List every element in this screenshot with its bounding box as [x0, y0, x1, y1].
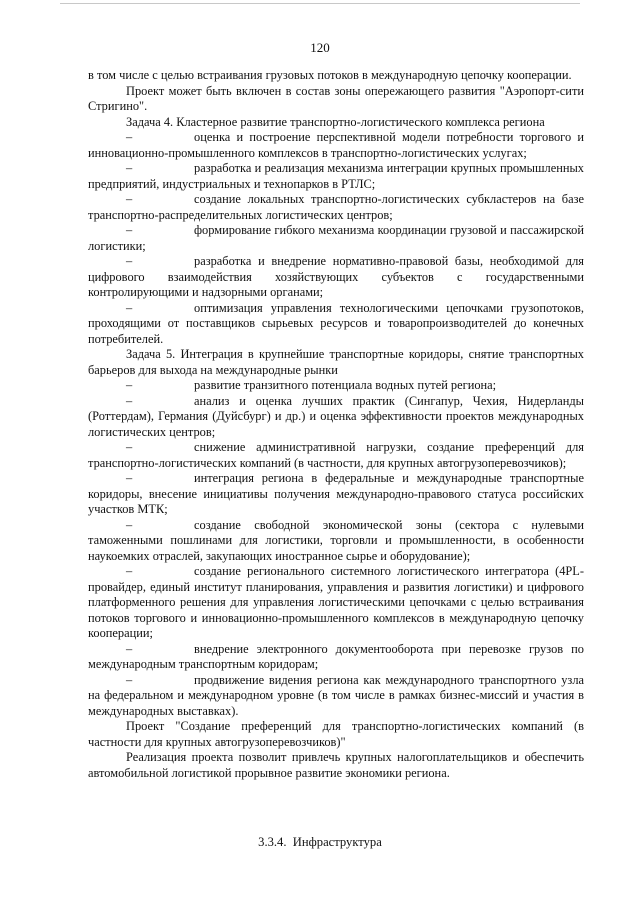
list-dash: – [126, 254, 133, 268]
list-item-text: интеграция региона в федеральные и международные транспортные коридоры, внесение инициативы получения международно-правового статуса российских участков МТК; [88, 471, 584, 516]
paragraph: Задача 5. Интеграция в крупнейшие транспортные коридоры, снятие транспортных барьеров для выхода на международные рынки [88, 347, 584, 377]
list-item-text: оценка и построение перспективной модели потребности торгового и инновационно-промышленного комплексов в транспортно-логистических услугах; [88, 130, 584, 160]
list-dash: – [126, 471, 133, 485]
paragraph: Задача 4. Кластерное развитие транспортно-логистического комплекса региона [126, 114, 545, 129]
list-item [88, 440, 584, 471]
list-item [88, 161, 584, 192]
list-item [88, 254, 584, 301]
list-item [88, 378, 584, 394]
paragraph: Проект может быть включен в состав зоны опережающего развития "Аэропорт-сити Стригино". [88, 83, 584, 113]
list-dash: – [126, 440, 133, 454]
list-item [88, 223, 584, 254]
list-dash: – [126, 223, 133, 237]
list-item [88, 394, 584, 441]
list-item-text: продвижение видения региона как международного транспортного узла на федеральном и международном уровне (в том числе в рамках бизнес-миссий и участия в международных выставках). [88, 672, 584, 718]
list-item [88, 564, 584, 642]
list-item-text: разработка и внедрение нормативно-правовой базы, необходимой для цифрового взаимодействия хозяйствующих субъектов с государственными контролирующими и надзорными органами; [88, 254, 584, 299]
continued-paragraph: в том числе с целью встраивания грузовых потоков в международную цепочку кооперации. [88, 68, 572, 82]
list-dash: – [126, 517, 133, 532]
paragraph: Реализация проекта позволит привлечь крупных налогоплательщиков и обеспечить автомобильной логистикой прорывное развитие экономики региона. [88, 750, 584, 780]
list-dash: – [126, 130, 133, 144]
list-item [88, 471, 584, 518]
list-item-text: разработка и реализация механизма интеграции крупных промышленных предприятий, индустриальных и технопарков в РТЛС; [88, 161, 584, 191]
list-item [88, 518, 584, 565]
list-item-text: развитие транзитного потенциала водных путей региона; [194, 378, 497, 392]
list-item-text: оптимизация управления технологическими цепочками грузопотоков, проходящими от поставщиков сырьевых ресурсов и товаропроизводителей до конечных потребителей. [88, 300, 584, 346]
list-item-text: создание регионального системного логистического интегратора (4PL-провайдер, единый институт планирования, управления и развития логистики) и цифрового платформенного решения для управления логистическими цепочками с целью встраивания потоков торгового и инновационно-промышленного комплексов в международную цепочку кооперации; [88, 564, 584, 640]
list-dash: – [126, 564, 133, 578]
list-dash: – [126, 641, 133, 656]
list-item-text: создание свободной экономической зоны (сектора с нулевыми таможенными пошлинами для логистики, торговли и промышленности, в особенности наукоемких отраслей, закупающих иностранное сырье и оборудование); [88, 517, 584, 563]
list-dash: – [126, 393, 133, 408]
list-item [88, 642, 584, 673]
section-heading: 3.3.4. Инфраструктура [258, 835, 382, 849]
paragraph: Проект "Создание преференций для транспортно-логистических компаний (в частности для крупных автогрузоперевозчиков)" [88, 719, 584, 749]
list-dash: – [126, 378, 133, 392]
list-item [88, 301, 584, 348]
list-item-text: создание локальных транспортно-логистических субкластеров на базе транспортно-распределительных логистических центров; [88, 192, 584, 222]
list-item-text: формирование гибкого механизма координации грузовой и пассажирской логистики; [88, 223, 584, 253]
scan-edge-line [60, 3, 580, 4]
list-item [88, 192, 584, 223]
list-item-text: снижение административной нагрузки, создание преференций для транспортно-логистических компаний (в частности, для крупных автогрузоперевозчиков); [88, 440, 584, 470]
list-item [88, 673, 584, 720]
list-dash: – [126, 672, 133, 687]
document-body [88, 68, 584, 781]
list-dash: – [126, 192, 133, 206]
page-number: 120 [310, 40, 330, 55]
list-item-text: внедрение электронного документооборота при перевозке грузов по международным транспортным коридорам; [88, 641, 584, 671]
list-item-text: анализ и оценка лучших практик (Сингапур, Чехия, Нидерланды (Роттердам), Германия (Дуйсбург) и др.) и оценка эффективности проектов международных логистических центров; [88, 393, 584, 439]
list-dash: – [126, 161, 133, 175]
list-dash: – [126, 300, 133, 315]
list-item [88, 130, 584, 161]
